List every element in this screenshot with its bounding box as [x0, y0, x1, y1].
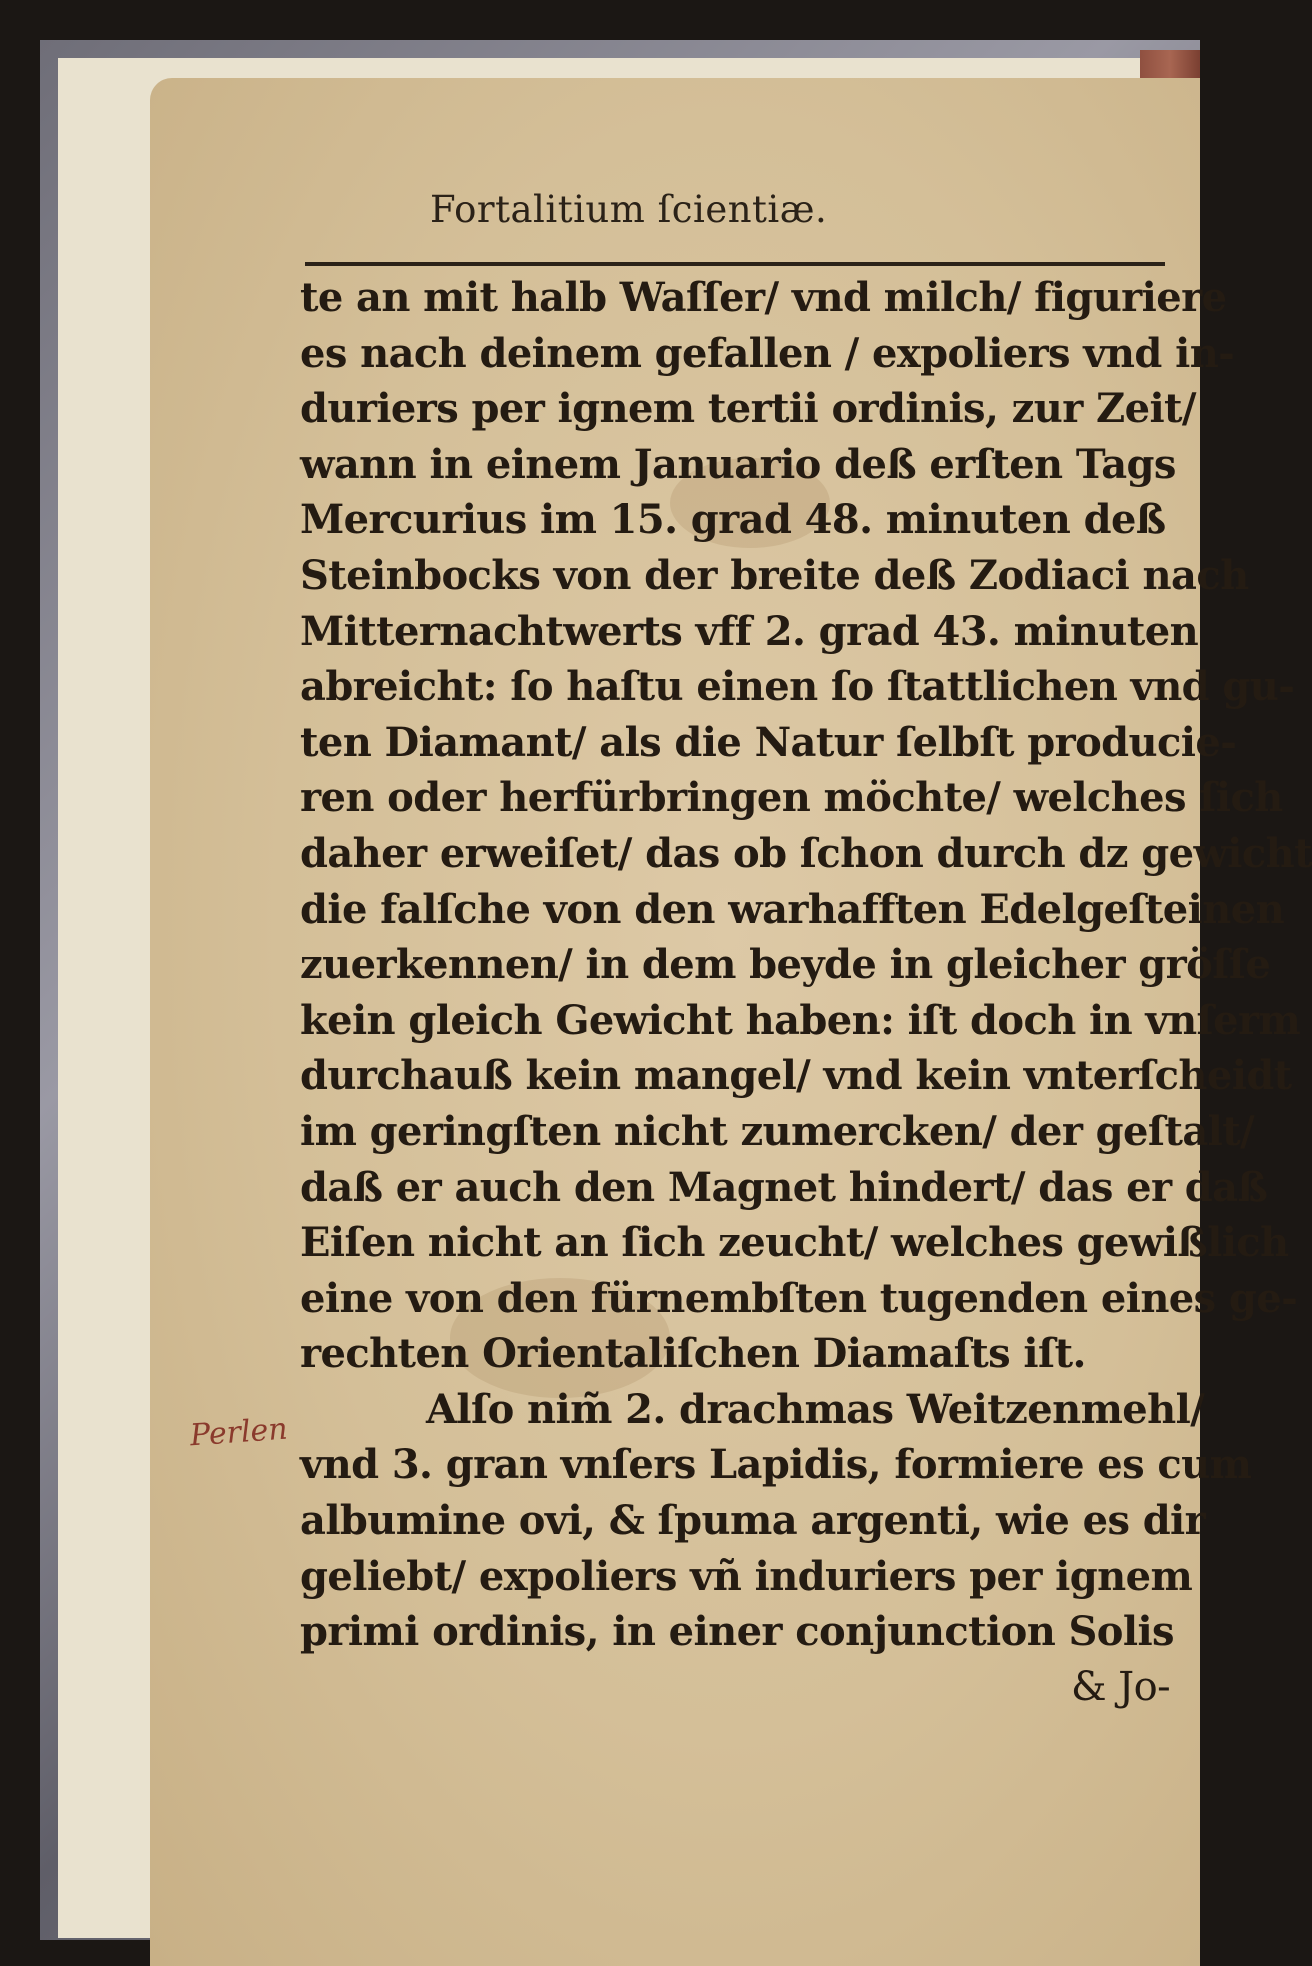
running-head: Fortalitium ſcientiæ.: [430, 188, 828, 231]
text-line: im geringſten nicht zumercken/ der geſtalt/: [300, 1107, 1255, 1155]
text-line: es nach deinem gefallen / expoliers vnd in-: [300, 329, 1235, 377]
text-line: daß er auch den Magnet hindert/ das er daß: [300, 1163, 1268, 1211]
margin-annotation: Perlen: [188, 1411, 289, 1454]
text-line: duriers per ignem tertii ordinis, zur Zeit/: [300, 385, 1196, 433]
text-line: zuerkennen/ in dem beyde in gleicher gröſſe: [300, 941, 1271, 989]
text-line: vnd 3. gran vnſers Lapidis, formiere es cum: [300, 1441, 1252, 1489]
text-line: Mercurius im 15. grad 48. minuten deß: [300, 496, 1166, 544]
text-line: rechten Orientaliſchen Diamaſts iſt.: [300, 1330, 1086, 1378]
text-line: abreicht: ſo haſtu einen ſo ſtattlichen vnd gu-: [300, 663, 1295, 711]
text-line: geliebt/ expoliers vñ induriers per ignem: [300, 1552, 1193, 1600]
text-line: daher erweiſet/ das ob ſchon durch dz gewicht: [300, 829, 1312, 877]
text-line: ten Diamant/ als die Natur ſelbſt producie-: [300, 718, 1237, 766]
catchword: & Jo-: [1071, 1663, 1170, 1710]
text-line: te an mit halb Waſſer/ vnd milch/ figuriere: [300, 274, 1227, 321]
text-line: kein gleich Gewicht haben: iſt doch in vnſerm: [300, 996, 1301, 1044]
text-line: die falſche von den warhafften Edelgeſteinen: [300, 885, 1285, 933]
paragraph-start-line: Alſo nim̃ 2. drachmas Weitzenmehl/: [426, 1385, 1205, 1433]
header-rule: [305, 262, 1165, 266]
text-line: Steinbocks von der breite deß Zodiaci nach: [300, 551, 1249, 599]
text-line: wann in einem Januario deß erſten Tags: [300, 440, 1176, 488]
text-line: durchauß kein mangel/ vnd kein vnterſcheidt: [300, 1052, 1292, 1100]
text-line: ren oder herfürbringen möchte/ welches ſich: [300, 774, 1283, 822]
text-line: Mitternachtwerts vff 2. grad 43. minuten: [300, 607, 1199, 655]
body-text: [300, 270, 1312, 1715]
text-line: primi ordinis, in einer conjunction Solis: [300, 1608, 1174, 1656]
text-line: eine von den fürnembſten tugenden eines ge-: [300, 1274, 1298, 1322]
text-line: Eiſen nicht an ſich zeucht/ welches gewißlich: [300, 1219, 1289, 1267]
text-line: albumine ovi, & ſpuma argenti, wie es dir: [300, 1497, 1206, 1545]
